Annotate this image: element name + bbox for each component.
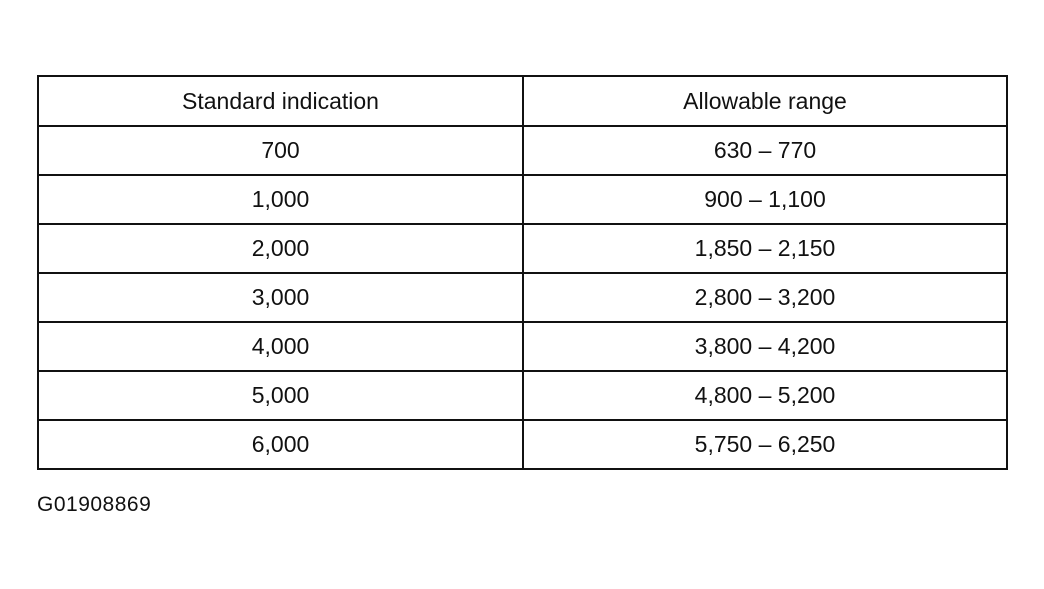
cell-standard-indication: 1,000 xyxy=(38,175,523,224)
table-row xyxy=(38,322,1007,371)
cell-standard-indication: 3,000 xyxy=(38,273,523,322)
cell-allowable-range: 630 – 770 xyxy=(523,126,1007,175)
table-row xyxy=(38,371,1007,420)
spec-table xyxy=(37,75,1008,470)
cell-standard-indication: 6,000 xyxy=(38,420,523,469)
cell-standard-indication: 5,000 xyxy=(38,371,523,420)
cell-allowable-range: 2,800 – 3,200 xyxy=(523,273,1007,322)
table-row xyxy=(38,175,1007,224)
cell-allowable-range: 4,800 – 5,200 xyxy=(523,371,1007,420)
table-row xyxy=(38,224,1007,273)
table-row xyxy=(38,273,1007,322)
cell-allowable-range: 3,800 – 4,200 xyxy=(523,322,1007,371)
table-header-row xyxy=(38,76,1007,126)
cell-allowable-range: 1,850 – 2,150 xyxy=(523,224,1007,273)
cell-standard-indication: 2,000 xyxy=(38,224,523,273)
cell-standard-indication: 4,000 xyxy=(38,322,523,371)
cell-allowable-range: 900 – 1,100 xyxy=(523,175,1007,224)
table-row xyxy=(38,420,1007,469)
table-row xyxy=(38,126,1007,175)
cell-standard-indication: 700 xyxy=(38,126,523,175)
header-allowable-range: Allowable range xyxy=(523,76,1007,126)
figure-code: G01908869 xyxy=(37,493,152,516)
header-standard-indication: Standard indication xyxy=(38,76,523,126)
cell-allowable-range: 5,750 – 6,250 xyxy=(523,420,1007,469)
